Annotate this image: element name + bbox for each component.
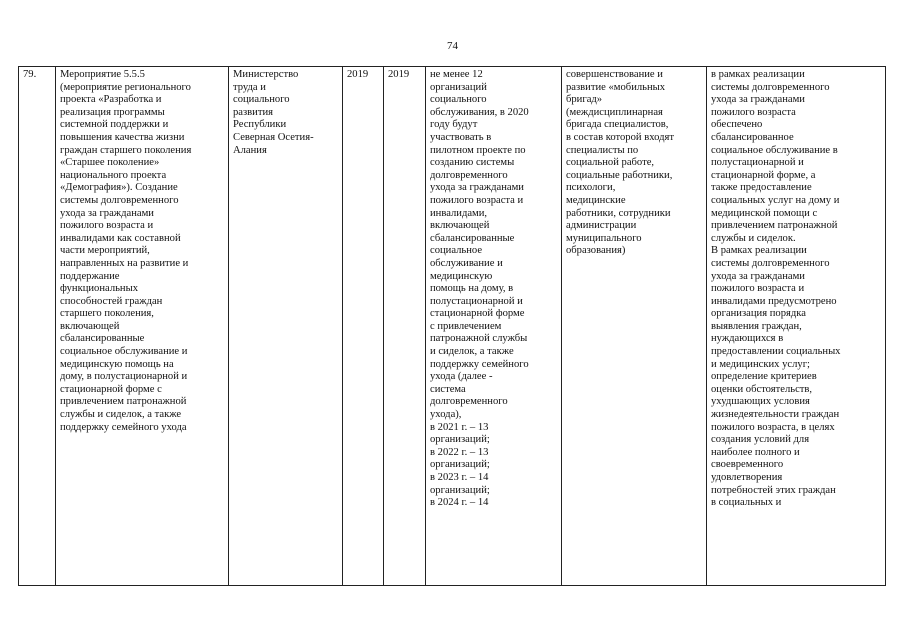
development-cell xyxy=(562,67,707,586)
executor-cell xyxy=(229,67,343,586)
development-description: совершенствование и развитие «мобильных бригад» (междисциплинарная бригада специалистов, в состав которой входят специалисты по социальной работе, социальные работники, психологи, медицинские работники, сотрудники администрации муниципального образования) xyxy=(566,69,674,257)
outcome-description: в рамках реализации системы долговременного ухода за гражданами пожилого возраста обеспечено сбалансированное социальное обслуживание в полустационарной и стационарной форме, а также предоставление социальных услуг на дому и медицинской помощи с привлечением патронажной службы и сиделок. В рамках реализации системы долговременного ухода за гражданами пожилого возраста и инвалидами предусмотрено организация порядка выявления граждан, нуждающихся в предоставлении социальных и медицинских услуг; определение критериев оценки обстоятельств, ухудшающих условия жизнедеятельности граждан пожилого возраста, в целях создания условий для наиболее полного и своевременного удовлетворения потребностей этих граждан в социальных и xyxy=(711,69,841,509)
event-description: Мероприятие 5.5.5 (мероприятие регионального проекта «Разработка и реализация программы системной поддержки и повышения качества жизни граждан старшего поколения «Старшее поколение» национального проекта «Демография»). Создание системы долговременного ухода за гражданами пожилого возраста и инвалидами как составной части мероприятий, направленных на развитие и поддержание функциональных способностей граждан старшего поколения, включающей сбалансированные социальное обслуживание и медицинскую помощь на дому, в полустационарной и стационарной форме с привлечением патронажной службы и сиделок, а также поддержку семейного ухода xyxy=(60,69,192,433)
table-row xyxy=(19,67,886,586)
executor: Министерство труда и социального развития Республики Северная Осетия- Алания xyxy=(233,69,314,156)
event-cell xyxy=(56,67,229,586)
measures-table xyxy=(18,66,886,586)
expected-result: не менее 12 организаций социального обслуживания, в 2020 году будут участвовать в пилотном проекте по созданию системы долговременного ухода за гражданами пожилого возраста и инвалидами, включающей сбалансированные социальное обслуживание и медицинскую помощь на дому, в полустационарной и стационарной форме с привлечением патронажной службы и сиделок, а также поддержку семейного ухода (далее - система долговременного ухода), в 2021 г. – 13 организаций; в 2022 г. – 13 организаций; в 2023 г. – 14 организаций; в 2024 г. – 14 xyxy=(430,69,529,509)
year-end-cell xyxy=(384,67,426,586)
outcome-cell xyxy=(707,67,886,586)
year-start: 2019 xyxy=(347,69,369,80)
year-start-cell xyxy=(343,67,384,586)
row-number-cell xyxy=(19,67,56,586)
row-number: 79. xyxy=(23,69,37,80)
page-number: 74 xyxy=(447,40,458,52)
result-cell xyxy=(426,67,562,586)
year-end: 2019 xyxy=(388,69,410,80)
